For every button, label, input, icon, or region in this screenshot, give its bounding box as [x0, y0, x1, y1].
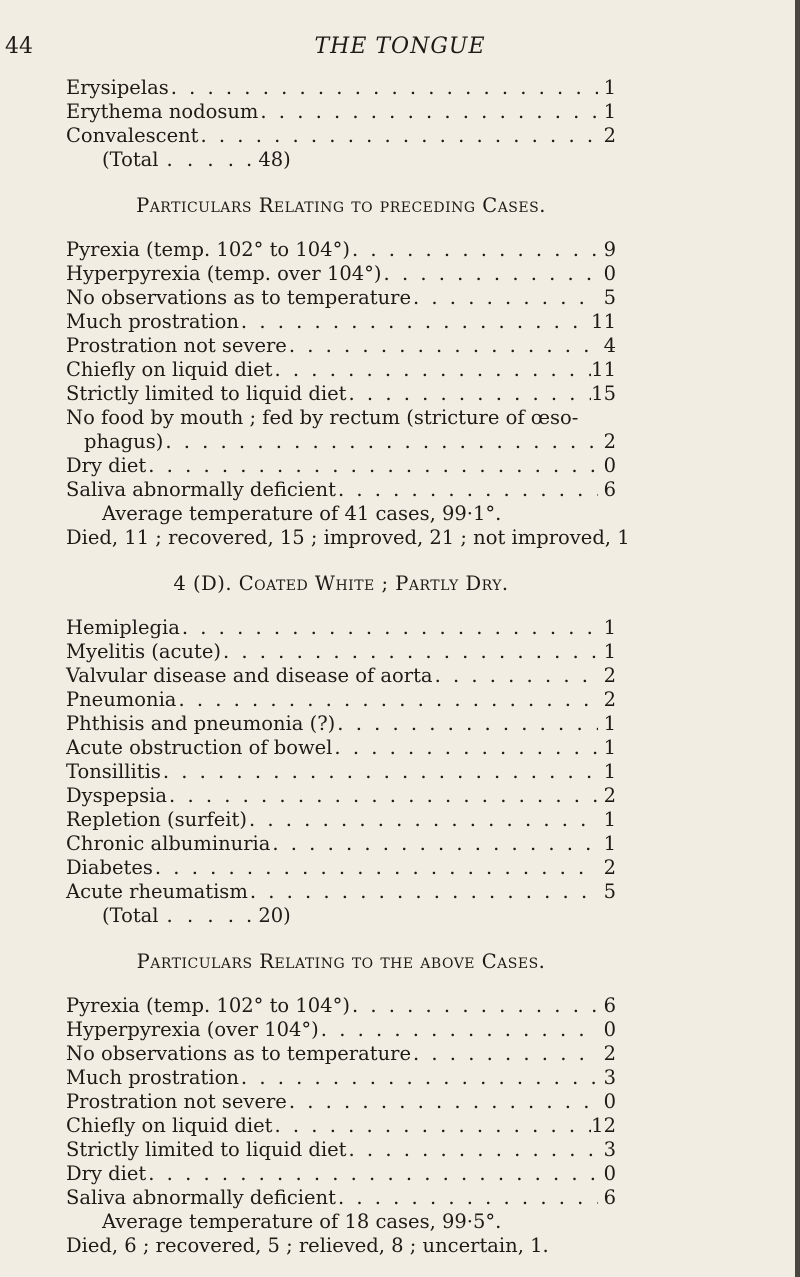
item-label: Strictly limited to liquid diet [66, 382, 347, 405]
item-count: 2 [603, 856, 616, 879]
item-label: Erysipelas [66, 76, 169, 99]
item-count: 2 [603, 784, 616, 807]
page-edge [795, 0, 800, 1277]
item-count: 1 [603, 100, 616, 123]
item-label: Saliva abnormally deficient [66, 478, 336, 501]
list-item [66, 310, 616, 334]
item-label: Dry diet [66, 454, 147, 477]
item-count: 0 [603, 1162, 616, 1185]
item-label: Phthisis and pneumonia (?) [66, 712, 336, 735]
item-count: 1 [603, 832, 616, 855]
item-count: 1 [603, 760, 616, 783]
item-label: Myelitis (acute) [66, 640, 221, 663]
list-item [66, 832, 616, 856]
list-item [66, 262, 616, 286]
list-item [66, 382, 616, 406]
item-label: Prostration not severe [66, 1090, 287, 1113]
item-count: 4 [603, 334, 616, 357]
item-label: Strictly limited to liquid diet [66, 1138, 347, 1161]
page-header [0, 34, 800, 64]
list-item [66, 994, 616, 1018]
list-item [66, 736, 616, 760]
item-count: 1 [603, 76, 616, 99]
item-count: 11 [591, 358, 616, 381]
item-count: 1 [603, 640, 616, 663]
item-label: Dry diet [66, 1162, 147, 1185]
item-count: 12 [591, 1114, 616, 1137]
item-label: phagus) [84, 430, 164, 453]
item-count: 1 [603, 712, 616, 735]
list-item [66, 238, 616, 262]
item-label: Valvular disease and disease of aorta [66, 664, 433, 687]
list-item [66, 1186, 616, 1210]
list-item [66, 784, 616, 808]
list-item-wrapped [66, 406, 616, 430]
item-label: Saliva abnormally deficient [66, 1186, 336, 1209]
page-number: 44 [5, 34, 33, 59]
item-count: 2 [603, 430, 616, 453]
list-item [66, 1114, 616, 1138]
list-item [66, 286, 616, 310]
list-item [66, 664, 616, 688]
item-label: Hyperpyrexia (over 104°) [66, 1018, 319, 1041]
item-label: Acute obstruction of bowel [66, 736, 333, 759]
item-label: No observations as to temperature [66, 1042, 412, 1065]
item-count: 1 [603, 808, 616, 831]
item-count: 5 [603, 880, 616, 903]
list-item [66, 1162, 616, 1186]
item-label: Dyspepsia [66, 784, 168, 807]
item-count: 1 [603, 736, 616, 759]
list-item [66, 616, 616, 640]
item-count: 6 [603, 994, 616, 1017]
item-count: 11 [591, 310, 616, 333]
item-count: 2 [603, 1042, 616, 1065]
list-item [66, 454, 616, 478]
item-count: 0 [603, 1090, 616, 1113]
item-label: Much prostration [66, 310, 239, 333]
item-count: 1 [603, 616, 616, 639]
item-label: Acute rheumatism [66, 880, 248, 903]
item-count: 3 [603, 1066, 616, 1089]
item-label: Much prostration [66, 1066, 239, 1089]
item-count: 5 [603, 286, 616, 309]
item-count: 6 [603, 1186, 616, 1209]
list-item [66, 1066, 616, 1090]
item-label: Repletion (surfeit) [66, 808, 247, 831]
item-label: Convalescent [66, 124, 199, 147]
item-label: Chiefly on liquid diet [66, 358, 273, 381]
item-label: No observations as to temperature [66, 286, 412, 309]
section-heading: 4 (D). Coated White ; Partly Dry. [173, 572, 509, 595]
section-heading: Particulars Relating to preceding Cases. [136, 194, 546, 217]
item-count: 15 [591, 382, 616, 405]
list-item [66, 1138, 616, 1162]
list-item [66, 1018, 616, 1042]
item-label: Tonsillitis [66, 760, 161, 783]
outcome-summary: Died, 6 ; recovered, 5 ; relieved, 8 ; uncertain, 1. [66, 1234, 549, 1257]
average-temperature: Average temperature of 18 cases, 99·5°. [102, 1210, 502, 1233]
running-title: THE TONGUE [314, 34, 486, 59]
list-item [66, 1090, 616, 1114]
item-count: 0 [603, 454, 616, 477]
list-item [66, 640, 616, 664]
list-item [66, 880, 616, 904]
item-label: Diabetes [66, 856, 153, 879]
item-label: No food by mouth ; fed by rectum (stricture of œso- [66, 406, 579, 429]
item-count: 2 [603, 664, 616, 687]
average-temperature: Average temperature of 41 cases, 99·1°. [102, 502, 502, 525]
item-label: Prostration not severe [66, 334, 287, 357]
list-item [66, 124, 616, 148]
list-item [66, 478, 616, 502]
list-item [66, 334, 616, 358]
item-label: Chronic albuminuria [66, 832, 271, 855]
page-body [66, 76, 630, 1258]
item-count: 0 [603, 1018, 616, 1041]
item-count: 3 [603, 1138, 616, 1161]
total-line: (Total . . . . . 48) [102, 148, 291, 171]
item-label: Erythema nodosum [66, 100, 259, 123]
item-label: Pyrexia (temp. 102° to 104°) [66, 238, 350, 261]
total-line: (Total . . . . . 20) [102, 904, 291, 927]
item-label: Pyrexia (temp. 102° to 104°) [66, 994, 350, 1017]
list-item [66, 856, 616, 880]
list-item [66, 760, 616, 784]
item-count: 2 [603, 688, 616, 711]
item-label: Pneumonia [66, 688, 177, 711]
list-item [66, 808, 616, 832]
list-item [66, 1042, 616, 1066]
item-count: 6 [603, 478, 616, 501]
section-heading: Particulars Relating to the above Cases. [136, 950, 546, 973]
item-label: Chiefly on liquid diet [66, 1114, 273, 1137]
list-item [66, 688, 616, 712]
item-count: 9 [603, 238, 616, 261]
list-item [66, 358, 616, 382]
item-label: Hemiplegia [66, 616, 180, 639]
list-item [66, 712, 616, 736]
item-label: Hyperpyrexia (temp. over 104°) [66, 262, 382, 285]
list-item [66, 76, 616, 100]
item-count: 0 [603, 262, 616, 285]
item-count: 2 [603, 124, 616, 147]
outcome-summary: Died, 11 ; recovered, 15 ; improved, 21 ; not improved, 1 [66, 526, 630, 549]
list-item-continuation [66, 430, 616, 454]
list-item [66, 100, 616, 124]
